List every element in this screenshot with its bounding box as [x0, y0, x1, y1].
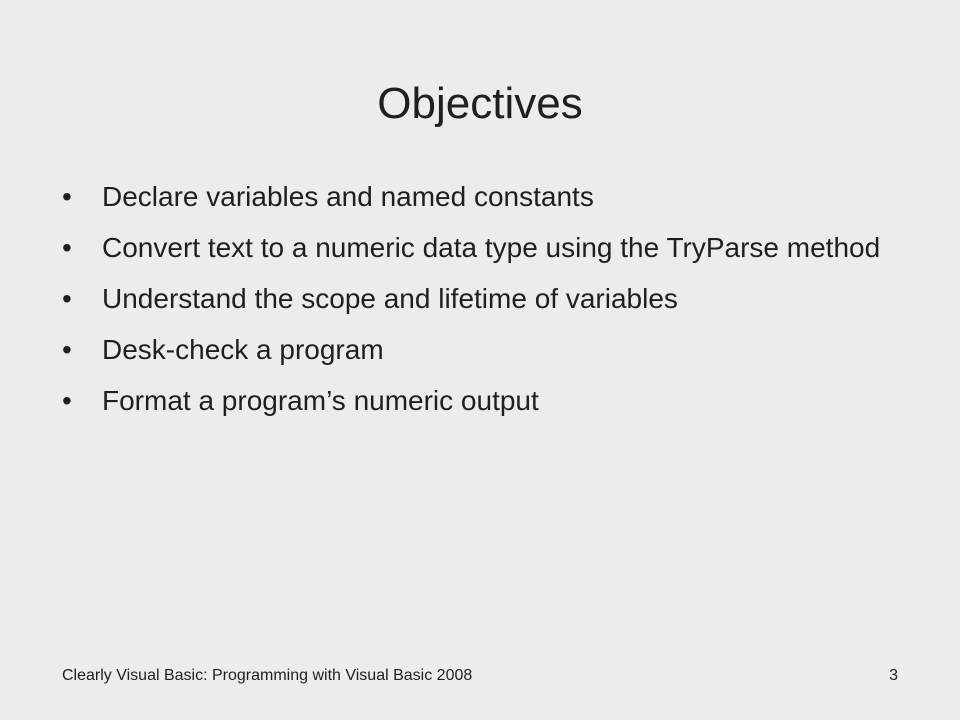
list-item: [62, 333, 922, 367]
bullet-list: [62, 180, 922, 435]
bullet-icon: •: [62, 181, 72, 212]
bullet-text: Understand the scope and lifetime of variables: [102, 283, 678, 314]
bullet-text: Desk-check a program: [102, 334, 384, 365]
page-number: 3: [889, 667, 898, 684]
list-item: [62, 282, 922, 316]
bullet-text: Declare variables and named constants: [102, 181, 594, 212]
list-item: [62, 231, 922, 265]
bullet-text: Convert text to a numeric data type using the TryParse method: [102, 232, 881, 263]
bullet-icon: •: [62, 232, 72, 263]
slide-title: Objectives: [377, 79, 583, 128]
bullet-text: Format a program’s numeric output: [102, 385, 539, 416]
list-item: [62, 180, 922, 214]
list-item: [62, 384, 922, 418]
bullet-icon: •: [62, 334, 72, 365]
bullet-icon: •: [62, 385, 72, 416]
bullet-icon: •: [62, 283, 72, 314]
slide-footer: Clearly Visual Basic: Programming with Visual Basic 2008: [62, 667, 473, 684]
